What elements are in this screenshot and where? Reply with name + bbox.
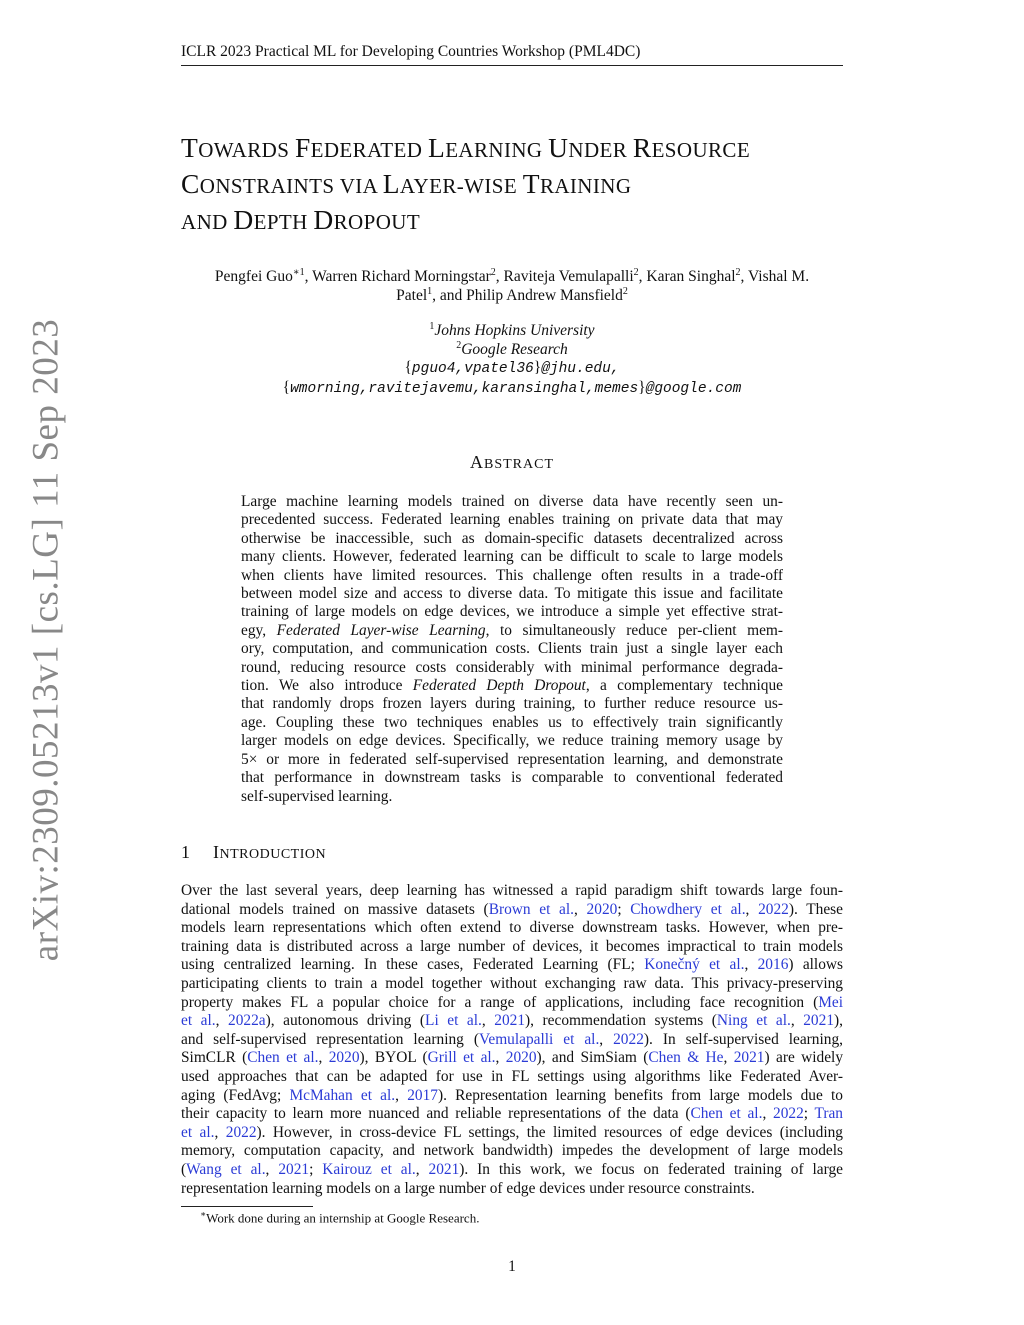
text-run: otherwise be inaccessible, such as domain-specific datasets decentralized across xyxy=(241,529,783,547)
abstract-body xyxy=(241,493,783,806)
text-run: Large machine learning models trained on diverse data have recently seen un- xyxy=(241,493,783,510)
text-line xyxy=(241,567,783,585)
text-line xyxy=(241,493,783,511)
text-run: ) allows xyxy=(788,956,844,974)
email-line-1: {pguo4,vpatel36}@jhu.edu, xyxy=(404,359,620,378)
text-run: many clients. However, federated learning can be difficult to scale to large models xyxy=(241,548,783,566)
email-line-2: {wmorning,ravitejavemu,karansinghal,memes}@google.com xyxy=(282,378,742,397)
text-run: , xyxy=(215,1012,228,1030)
text-run: egy, xyxy=(241,621,277,639)
title-segment: RAINING xyxy=(539,174,632,198)
text-run: ), BYOL ( xyxy=(359,1049,428,1067)
citation-link[interactable]: Konečný et al. xyxy=(644,956,745,974)
title-segment: R xyxy=(632,132,652,163)
text-run: memory, computation capacity, and network bandwidth) impedes the development of large models xyxy=(181,1142,843,1160)
title-segment: D xyxy=(233,204,254,235)
text-run: , a complementary technique xyxy=(585,677,783,695)
page-number: 1 xyxy=(508,1258,516,1275)
title-segment: ROPOUT xyxy=(333,210,421,234)
citation-link[interactable]: 2022 xyxy=(225,1123,257,1141)
text-run: , xyxy=(415,1160,429,1178)
author-name: Karan Singhal xyxy=(646,268,736,285)
title-segment: NDER xyxy=(568,138,633,162)
citation-link[interactable]: Ning et al. xyxy=(716,1012,791,1030)
citation-link[interactable]: 2021 xyxy=(278,1160,310,1178)
citation-link[interactable]: Kairouz et al. xyxy=(322,1160,416,1178)
title-segment: OWARDS xyxy=(198,138,295,162)
citation-link[interactable]: Grill et al. xyxy=(427,1049,496,1067)
text-line xyxy=(241,511,783,529)
text-run: that performance in downstream tasks is comparable to conventional federated xyxy=(241,769,783,787)
citation-link[interactable]: Li et al. xyxy=(425,1012,482,1030)
text-run: training data is distributed across a large number of devices, it becomes impractical to train models xyxy=(181,937,843,955)
citation-link[interactable]: 2017 xyxy=(407,1086,438,1104)
citation-link[interactable]: Chen et al. xyxy=(690,1105,763,1123)
author-affil-mark: 2 xyxy=(735,266,741,278)
text-line xyxy=(181,1068,843,1087)
author-name: Raviteja Vemulapalli xyxy=(503,268,634,285)
title-segment: AYER-WISE xyxy=(399,174,523,198)
text-line xyxy=(241,788,783,806)
text-run: ), xyxy=(834,1012,843,1030)
text-run: , xyxy=(395,1086,408,1104)
title-segment: EDERATED xyxy=(310,138,428,162)
affiliation-google xyxy=(181,341,843,360)
affiliation-name: Google Research xyxy=(461,340,568,358)
affiliations xyxy=(181,322,843,398)
section-heading-introduction xyxy=(181,842,581,863)
author-affil-mark: 2 xyxy=(633,266,639,278)
text-run: precedented success. Federated learning enables training on private data that may xyxy=(241,511,783,529)
text-line xyxy=(241,603,783,621)
citation-link[interactable]: Tran xyxy=(814,1105,843,1123)
text-run: ). In self-supervised learning, xyxy=(643,1030,843,1048)
title-segment: T xyxy=(522,168,540,199)
citation-link[interactable]: 2020 xyxy=(505,1049,537,1067)
title-segment: ESOURCE xyxy=(651,138,751,162)
email-usernames: wmorning,ravitejavemu,karansinghal,memes xyxy=(290,380,639,397)
citation-link[interactable]: 2020 xyxy=(328,1049,360,1067)
citation-link[interactable]: 2016 xyxy=(757,956,789,974)
text-run: ; xyxy=(309,1160,323,1178)
text-line xyxy=(181,994,843,1013)
text-line xyxy=(241,714,783,732)
affiliation-jhu xyxy=(181,322,843,341)
text-run: ). These xyxy=(788,900,843,918)
text-run: participating clients to train a model together without exchanging raw data. This privacy-preserving xyxy=(181,974,843,992)
text-run: round, reducing resource costs considerably with minimal performance degrada- xyxy=(241,658,783,676)
citation-link[interactable]: Vemulapalli et al. xyxy=(478,1030,600,1048)
title-segment: EPTH xyxy=(253,210,314,234)
footnote xyxy=(200,1209,820,1226)
citation-link[interactable]: 2021 xyxy=(733,1049,765,1067)
heading-initial: A xyxy=(469,452,484,472)
text-line xyxy=(241,622,783,640)
text-line xyxy=(241,548,783,566)
title-line-2 xyxy=(181,167,861,203)
text-run: used approaches that can be adapted for use in FL settings using algorithms like Federated Aver- xyxy=(181,1067,843,1085)
introduction-body xyxy=(181,882,843,1198)
text-line xyxy=(241,530,783,548)
text-run: between model size and access to diverse data. To mitigate this issue and facilitate xyxy=(241,585,783,603)
title-segment: D xyxy=(313,204,334,235)
author-list: Pengfei Guo$^{∗1}$, Warren Richard Morningstar$^2$, Raviteja Vemulapalli$^2$, Karan Singhal$^2$, Vishal M. Patel$^1$, and Philip Andrew Mansfield$^2$ xyxy=(214,266,810,304)
citation-link[interactable]: 2021 xyxy=(428,1160,460,1178)
text-run: 5× or more in federated self-supervised representation learning, and demonstrate xyxy=(241,750,783,768)
text-run: using centralized learning. In these cases, Federated Learning (FL; xyxy=(181,956,645,974)
footnote-rule xyxy=(181,1206,313,1207)
text-run: , xyxy=(574,900,587,918)
affil-mark: 1 xyxy=(429,320,435,332)
citation-link[interactable]: Chen & He xyxy=(648,1049,724,1067)
text-run: ory, computation, and communication costs. Clients train just a single layer each xyxy=(241,640,783,658)
author-name: Pengfei Guo xyxy=(214,268,293,285)
text-run: ), recommendation systems ( xyxy=(525,1012,717,1030)
title-line-1 xyxy=(181,131,861,167)
text-run: , xyxy=(265,1160,279,1178)
text-run: , xyxy=(214,1123,226,1141)
email-domain: @jhu.edu, xyxy=(541,361,620,378)
text-run: , xyxy=(744,956,758,974)
abstract-heading xyxy=(181,452,843,473)
text-line xyxy=(181,1105,843,1124)
section-number: 1 xyxy=(181,842,191,862)
citation-link[interactable]: Brown et al. xyxy=(488,900,575,918)
text-line xyxy=(241,695,783,713)
title-segment: C xyxy=(181,168,200,199)
text-run: , xyxy=(318,1049,329,1067)
text-line xyxy=(181,1031,843,1050)
email-usernames: pguo4,vpatel36 xyxy=(411,361,534,378)
text-run: training of large models on edge devices, we introduce a simple yet effective strat- xyxy=(241,603,783,621)
text-line xyxy=(181,1142,843,1161)
text-line xyxy=(181,975,843,994)
text-run: their capacity to learn more nuanced and reliable representations of the data ( xyxy=(181,1105,691,1123)
title-segment: AND xyxy=(181,210,234,234)
title-segment: F xyxy=(294,132,311,163)
text-run: aging (FedAvg; xyxy=(181,1086,290,1104)
text-run: , to simultaneously reduce per-client mem- xyxy=(485,621,784,639)
text-run: SimCLR ( xyxy=(181,1049,248,1067)
title-segment: L xyxy=(427,132,446,163)
text-line xyxy=(241,677,783,695)
text-run: , xyxy=(762,1105,773,1123)
text-run: , xyxy=(495,1049,506,1067)
citation-link[interactable]: 2022 xyxy=(758,900,789,918)
emphasis-text: Federated Depth Dropout xyxy=(412,677,586,695)
heading-rest: NTRODUCTION xyxy=(219,847,327,862)
text-run: dational models trained on massive datasets ( xyxy=(181,900,489,918)
text-line xyxy=(181,1180,843,1199)
citation-link[interactable]: Mei xyxy=(818,993,843,1011)
text-line xyxy=(181,956,843,975)
arxiv-stamp: arXiv:2309.05213v1 [cs.LG] 11 Sep 2023 xyxy=(25,318,67,962)
text-line xyxy=(181,1049,843,1068)
text-run: , xyxy=(790,1012,804,1030)
text-run: age. Coupling these two techniques enables us to effectively train significantly xyxy=(241,713,783,731)
text-line xyxy=(181,1124,843,1143)
author-name: Patel xyxy=(396,287,428,304)
citation-link[interactable]: 2021 xyxy=(803,1012,835,1030)
citation-link[interactable]: Wang et al. xyxy=(186,1160,266,1178)
text-run: when clients have limited resources. This challenge often results in a trade-off xyxy=(241,566,783,584)
emphasis-text: Federated Layer-wise Learning xyxy=(276,621,486,639)
text-run: that randomly drops frozen layers during training, to further reduce resource us- xyxy=(241,695,783,713)
text-line xyxy=(181,882,843,901)
text-line xyxy=(181,1012,843,1031)
text-run: larger models on edge devices. Specifically, we reduce training memory usage by xyxy=(241,732,783,750)
text-run: ; xyxy=(803,1105,815,1123)
affiliation-name: Johns Hopkins University xyxy=(434,322,595,339)
text-line xyxy=(241,751,783,769)
text-run: ) are widely xyxy=(764,1049,844,1067)
text-line xyxy=(241,659,783,677)
citation-link[interactable]: 2021 xyxy=(494,1012,526,1030)
affil-mark: 2 xyxy=(456,339,462,351)
citation-link[interactable]: Chowdhery et al. xyxy=(630,900,746,918)
text-run: , xyxy=(481,1012,495,1030)
title-segment: EARNING xyxy=(445,138,549,162)
author-affil-mark: 2 xyxy=(622,285,628,297)
text-run: representation learning models on a large number of edge devices under resource constraints. xyxy=(181,1179,755,1197)
citation-link[interactable]: 2022a xyxy=(228,1012,266,1030)
text-line xyxy=(241,769,783,787)
heading-initial: I xyxy=(213,842,220,862)
text-run: property makes FL a popular choice for a range of applications, including face recognition ( xyxy=(181,993,819,1011)
footnote-mark: ∗ xyxy=(200,1209,207,1219)
text-line xyxy=(181,938,843,957)
text-run: ). In this work, we focus on federated training of large xyxy=(459,1160,843,1178)
running-head: ICLR 2023 Practical ML for Developing Countries Workshop (PML4DC) xyxy=(181,43,843,66)
text-line xyxy=(181,919,843,938)
text-line xyxy=(181,901,843,920)
text-run: ), autonomous driving ( xyxy=(265,1012,426,1030)
text-line xyxy=(181,1087,843,1106)
title-segment: T xyxy=(181,132,199,163)
text-run: Over the last several years, deep learning has witnessed a rapid paradigm shift towards large foun- xyxy=(181,882,843,899)
author-affil-mark: ∗1 xyxy=(292,266,305,278)
citation-link[interactable]: 2020 xyxy=(586,900,618,918)
citation-link[interactable]: et al. xyxy=(181,1123,215,1141)
title-line-3 xyxy=(181,203,861,239)
text-line xyxy=(241,640,783,658)
citation-link[interactable]: Chen et al. xyxy=(247,1049,319,1067)
author-name: Vishal M. xyxy=(748,268,810,285)
text-run: and self-supervised representation learning ( xyxy=(181,1030,479,1048)
paper-title xyxy=(181,131,861,239)
text-line xyxy=(241,732,783,750)
text-run: ( xyxy=(181,1160,187,1178)
text-run: models learn representations which often extend to diverse downstream tasks. However, when pre- xyxy=(181,919,843,937)
footnote-text: Work done during an internship at Google Research. xyxy=(206,1210,480,1226)
author-name: Warren Richard Morningstar xyxy=(312,268,491,285)
email-domain: @google.com xyxy=(645,380,742,397)
author-name: and Philip Andrew Mansfield xyxy=(439,287,623,304)
text-run: ), and SimSiam ( xyxy=(536,1049,649,1067)
text-run: tion. We also introduce xyxy=(241,677,413,695)
text-run: ; xyxy=(617,900,631,918)
title-segment: L xyxy=(382,168,400,199)
text-line xyxy=(181,1161,843,1180)
text-run: ). Representation learning benefits from large models due to xyxy=(437,1086,843,1104)
title-segment: ONSTRAINTS VIA xyxy=(199,174,383,198)
text-line xyxy=(241,585,783,603)
citation-link[interactable]: et al. xyxy=(181,1012,216,1030)
text-run: self-supervised learning. xyxy=(241,787,393,805)
heading-rest: BSTRACT xyxy=(483,457,554,472)
author-affil-mark: 2 xyxy=(490,266,496,278)
text-run: , xyxy=(723,1049,734,1067)
citation-link[interactable]: 2022 xyxy=(613,1030,644,1048)
title-segment: U xyxy=(548,132,569,163)
text-run: ). However, in cross-device FL settings, the limited resources of edge devices (including xyxy=(256,1123,843,1141)
text-run: , xyxy=(745,900,759,918)
text-run: , xyxy=(599,1030,614,1048)
author-affil-mark: 1 xyxy=(427,285,433,297)
citation-link[interactable]: McMahan et al. xyxy=(289,1086,396,1104)
citation-link[interactable]: 2022 xyxy=(773,1105,804,1123)
